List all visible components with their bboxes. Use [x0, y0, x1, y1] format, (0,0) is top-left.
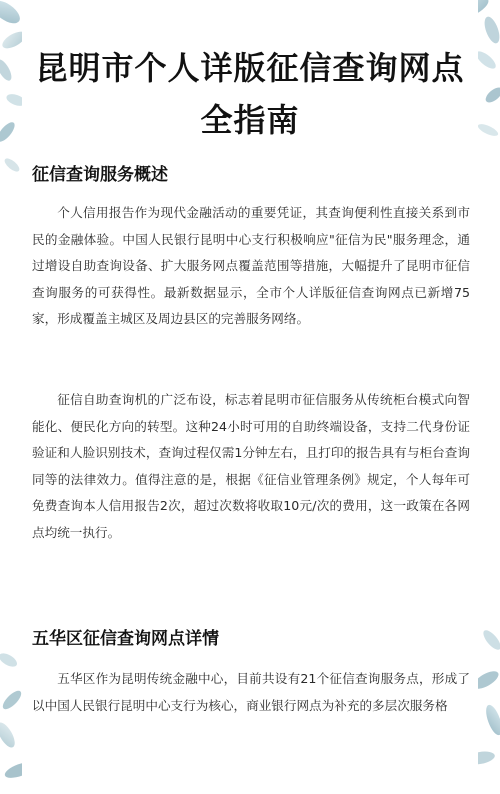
document-page — [22, 0, 478, 794]
paragraph: 征信自助查询机的广泛布设，标志着昆明市征信服务从传统柜台模式向智能化、便民化方向的转型。这种24小时可用的自助终端设备，支持二代身份证验证和人脸识别技术，查询过程仅需1分钟左右，且打印的报告具有与柜台查询同等的法律效力。值得注意的是，根据《征信业管理条例》规定，个人每年可免费查询本人信用报告2次，超过次数将收取10元/次的费用，这一政策在各网点均统一执行。 — [32, 392, 470, 540]
section-heading-overview: 征信查询服务概述 — [32, 165, 168, 185]
page-title: 昆明市个人详版征信查询网点全指南 — [35, 49, 465, 139]
paragraph: 五华区作为昆明传统金融中心，目前共设有21个征信查询服务点，形成了以中国人民银行昆明中心支行为核心，商业银行网点为补充的多层次服务格 — [32, 671, 470, 713]
paragraph: 个人信用报告作为现代金融活动的重要凭证，其查询便利性直接关系到市民的金融体验。中国人民银行昆明中心支行积极响应"征信为民"服务理念，通过增设自助查询设备、扩大服务网点覆盖范围等措施，大幅提升了昆明市征信查询服务的可获得性。最新数据显示，全市个人详版征信查询网点已新增75家，形成覆盖主城区及周边县区的完善服务网络。 — [32, 205, 470, 327]
section-heading-wuhua: 五华区征信查询网点详情 — [32, 629, 219, 649]
